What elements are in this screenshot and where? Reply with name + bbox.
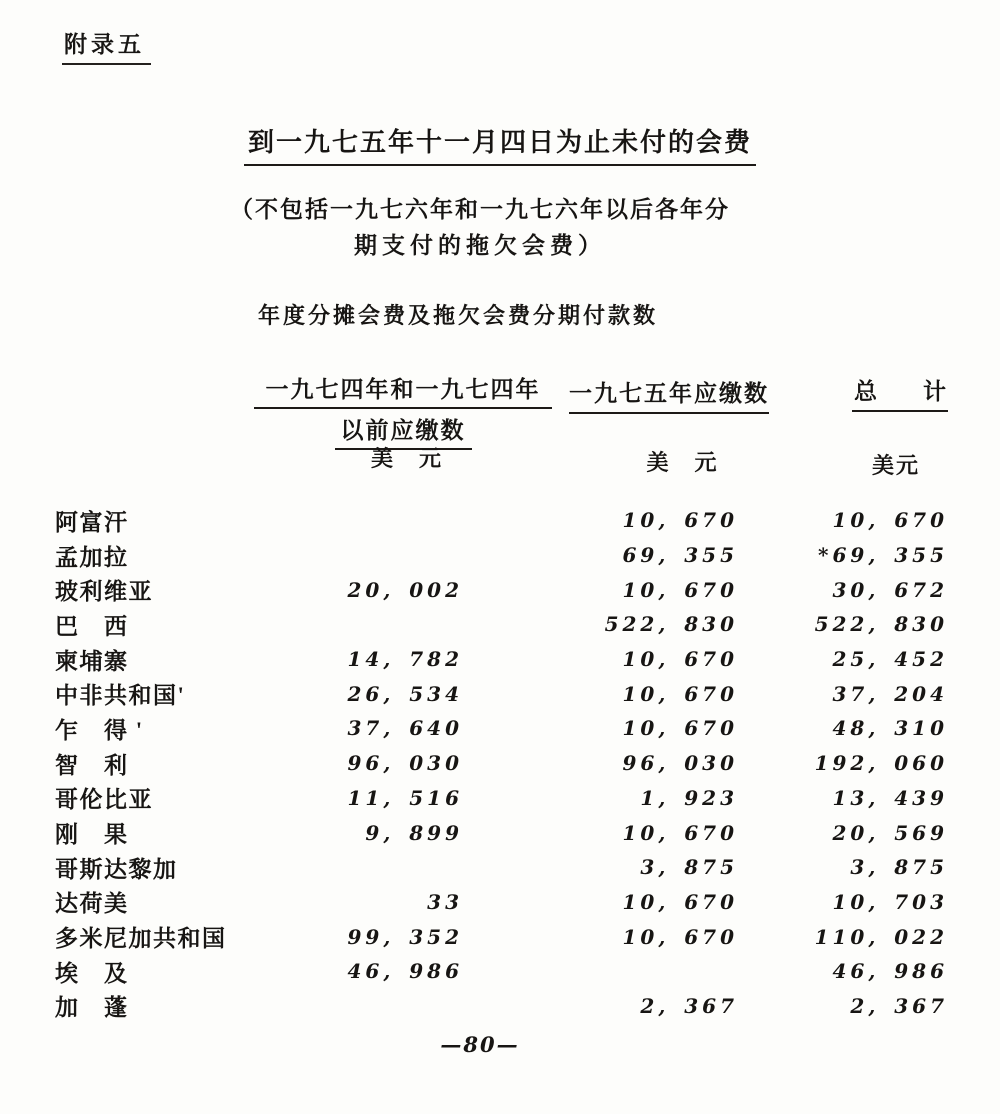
amount-total: 3, 875 (850, 855, 948, 880)
amount-total: 110, 022 (814, 924, 948, 949)
amount-total: 48, 310 (832, 716, 948, 741)
amount-1975: 10, 670 (622, 716, 738, 741)
country-name: 多米尼加共和国 (55, 926, 227, 952)
title-wrap (0, 122, 1000, 166)
column-header-1975 (560, 375, 778, 414)
amount-total: 10, 703 (832, 889, 948, 914)
amount-total: *69, 355 (818, 543, 948, 568)
amount-1975: 10, 670 (622, 820, 738, 845)
table-row (55, 781, 948, 816)
table-row (55, 815, 948, 850)
table-row (55, 607, 948, 642)
amount-1974: 14, 782 (347, 647, 463, 672)
table-row (55, 503, 948, 538)
amount-1975: 1, 923 (640, 785, 738, 810)
amount-1975: 69, 355 (622, 543, 738, 568)
table-row (55, 538, 948, 573)
country-name: 中非共和国' (55, 683, 186, 709)
page-title: 到一九七五年十一月四日为止未付的会费 (244, 122, 756, 166)
amount-total: 192, 060 (814, 751, 948, 776)
country-name: 智 利 (55, 752, 129, 778)
country-name: 阿富汗 (55, 509, 129, 535)
amount-1975: 522, 830 (604, 612, 738, 637)
country-name: 孟加拉 (55, 544, 129, 570)
amount-1975: 10, 670 (622, 577, 738, 602)
amount-total: 522, 830 (814, 612, 948, 637)
country-name: 柬埔寨 (55, 648, 129, 674)
amount-1974: 37, 640 (347, 716, 463, 741)
amount-1974: 96, 030 (347, 751, 463, 776)
amount-1974: 26, 534 (347, 681, 463, 706)
column-header-1975-label: 一九七五年应缴数 (569, 375, 769, 414)
amount-1974: 46, 986 (347, 959, 463, 984)
table-row (55, 919, 948, 954)
amount-1974: 99, 352 (347, 924, 463, 949)
country-name: 刚 果 (55, 822, 129, 848)
amount-total: 46, 986 (832, 959, 948, 984)
currency-label-1974: 美 元 (370, 446, 443, 471)
table-row (55, 746, 948, 781)
column-header-1974-line1: 一九七四年和一九七四年 (254, 371, 552, 409)
section-label: 年度分摊会费及拖欠会费分期付款数 (258, 303, 659, 328)
column-header-1974 (254, 371, 552, 450)
page-number: —80— (440, 1032, 520, 1057)
amount-1974: 11, 516 (347, 785, 463, 810)
table-row (55, 711, 948, 746)
table-row (55, 676, 948, 711)
amount-1974: 33 (427, 889, 463, 914)
country-name: 哥伦比亚 (55, 787, 153, 813)
currency-label-total: 美元 (871, 453, 920, 478)
amount-total: 2, 367 (850, 993, 948, 1018)
subtitle (40, 192, 920, 264)
subtitle-line2: 期支付的拖欠会费） (354, 233, 606, 258)
column-header-total-label: 总 计 (852, 373, 948, 412)
amount-1975: 10, 670 (622, 924, 738, 949)
table-row (55, 850, 948, 885)
country-name: 达荷美 (55, 891, 129, 917)
country-name: 加 蓬 (55, 995, 129, 1021)
country-name: 哥斯达黎加 (55, 856, 178, 882)
column-header-1974-line2: 以前应缴数 (335, 411, 472, 450)
amount-1975: 96, 030 (622, 751, 738, 776)
amount-total: 25, 452 (832, 647, 948, 672)
table-row (55, 989, 948, 1024)
amount-total: 10, 670 (832, 508, 948, 533)
country-name: 乍 得 ' (55, 717, 144, 743)
amount-total: 20, 569 (832, 820, 948, 845)
amount-1975: 10, 670 (622, 681, 738, 706)
table-row (55, 572, 948, 607)
amount-total: 30, 672 (832, 577, 948, 602)
amount-total: 13, 439 (832, 785, 948, 810)
amount-1974: 9, 899 (365, 820, 463, 845)
amount-1975: 3, 875 (640, 855, 738, 880)
amount-total: 37, 204 (832, 681, 948, 706)
country-name: 巴 西 (55, 613, 129, 639)
table-body (55, 503, 948, 1023)
amount-1975: 2, 367 (640, 993, 738, 1018)
amount-1975: 10, 670 (622, 508, 738, 533)
currency-label-1975: 美 元 (646, 450, 719, 475)
amount-1974: 20, 002 (347, 577, 463, 602)
table-row (55, 885, 948, 920)
country-name: 玻利维亚 (55, 579, 153, 605)
subtitle-line1: （不包括一九七六年和一九七六年以后各年分 (230, 197, 730, 222)
column-header-total (838, 373, 962, 412)
amount-1975: 10, 670 (622, 647, 738, 672)
appendix-label: 附录五 (62, 26, 151, 65)
amount-1975: 10, 670 (622, 889, 738, 914)
country-name: 埃 及 (55, 960, 129, 986)
table-row (55, 954, 948, 989)
table-row (55, 642, 948, 677)
